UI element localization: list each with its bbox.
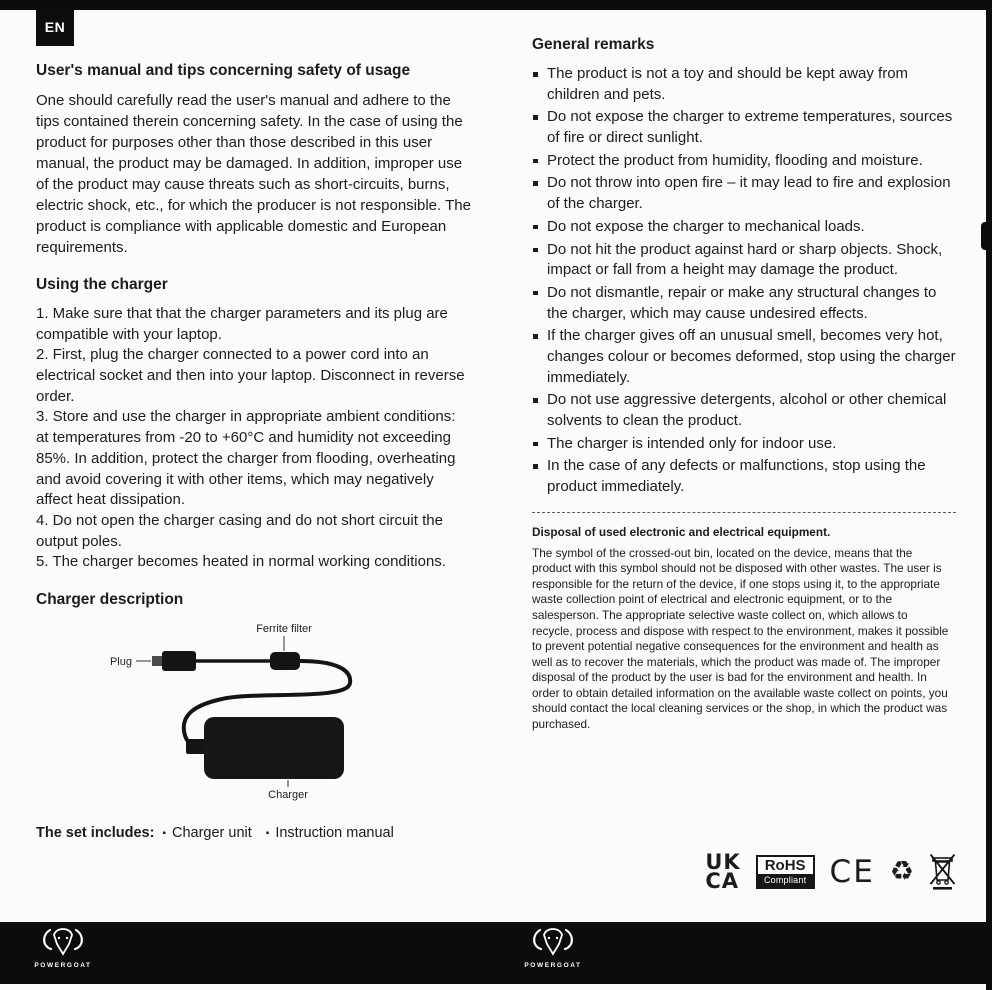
safety-section-body: One should carefully read the user's manual and adhere to the tips contained therein concerning safety. In the case of using the product for purposes other than those described in this user manual, the product may be damaged. In addition, improper use of the product may cause threats such as short-circuits, burns, electric shock, etc., for which the producer is not responsible. The product is compliance with applicable domestic and European requirements.: [36, 92, 471, 256]
general-remarks-title: General remarks: [532, 36, 655, 53]
charger-description-title: Charger description: [36, 590, 184, 608]
brand-logo: [32, 927, 94, 969]
recycle-icon: ♻: [889, 855, 914, 886]
using-step: 4. Do not open the charger casing and do not short circuit the output poles.: [36, 511, 443, 550]
charger-diagram: [36, 619, 456, 801]
ukca-mark-top: UK: [705, 849, 741, 874]
right-column: [532, 36, 956, 733]
brand-name: POWERGOAT: [524, 962, 582, 969]
goat-icon: [40, 927, 86, 961]
using-step: 3. Store and use the charger in appropriate ambient conditions: at temperatures from -20 to +60°C and humidity not exceeding 85%. In addition, protect the charger from flooding, overheating and avoid covering it with other items, which may negatively affect heat dissipation.: [36, 408, 456, 509]
remark-item: In the case of any defects or malfunctions, stop using the product immediately.: [532, 456, 956, 497]
general-remarks-list: [532, 64, 956, 498]
set-includes-item: ▪ Instruction manual: [266, 825, 394, 841]
remark-item: Do not use aggressive detergents, alcohol or other chemical solvents to clean the product.: [532, 390, 956, 431]
right-edge-bar: [986, 0, 992, 990]
charger-body: [204, 717, 344, 779]
ce-mark: CE: [829, 853, 875, 890]
using-step: 2. First, plug the charger connected to a power cord into an electrical socket and then into your laptop. Disconnect in reverse order.: [36, 346, 465, 405]
plug-label: Plug: [109, 655, 132, 668]
language-badge: [36, 8, 74, 46]
rohs-mark-title: RoHS: [764, 856, 806, 874]
charger-label: Charger: [268, 788, 308, 801]
right-edge-mark: [981, 222, 992, 250]
remark-item: Protect the product from humidity, flooding and moisture.: [532, 151, 956, 172]
ukca-mark-bottom: CA: [705, 869, 740, 893]
footer-band: [0, 922, 992, 984]
rohs-mark: [756, 855, 815, 889]
ferrite-filter-label: Ferrite filter: [256, 622, 312, 635]
remark-item: Do not expose the charger to mechanical loads.: [532, 217, 956, 238]
using-step: 5. The charger becomes heated in normal working conditions.: [36, 553, 446, 571]
remark-item: Do not hit the product against hard or sharp objects. Shock, impact or fall from a height may damage the product.: [532, 240, 956, 281]
charger-connector: [186, 739, 205, 754]
remark-item: If the charger gives off an unusual smell, becomes very hot, changes colour or becomes deformed, stop using the charger immediately.: [532, 326, 956, 388]
compliance-marks-row: [688, 846, 956, 898]
dashed-divider: [532, 512, 956, 513]
ferrite-bead: [270, 652, 300, 670]
plug-tip: [152, 656, 162, 666]
ukca-mark: [705, 849, 741, 893]
left-column: [36, 62, 472, 841]
plug-body: [162, 651, 196, 671]
remark-item: Do not dismantle, repair or make any structural changes to the charger, which may cause undesired effects.: [532, 283, 956, 324]
remark-item: Do not throw into open fire – it may lead to fire and explosion of the charger.: [532, 173, 956, 214]
using-section-title: Using the charger: [36, 276, 168, 293]
remark-item: The product is not a toy and should be kept away from children and pets.: [532, 64, 956, 105]
rohs-mark-subtitle: Compliant: [758, 874, 813, 887]
weee-crossed-bin-icon: [929, 853, 956, 891]
set-includes-item: ▪ Charger unit: [162, 825, 251, 841]
disposal-title: Disposal of used electronic and electrical equipment.: [532, 524, 831, 539]
goat-icon: [530, 927, 576, 961]
remark-item: The charger is intended only for indoor use.: [532, 434, 956, 455]
using-step: 1. Make sure that that the charger parameters and its plug are compatible with your laptop.: [36, 305, 448, 343]
brand-logo: [522, 927, 584, 969]
disposal-body: The symbol of the crossed-out bin, located on the device, means that the product with this symbol should not be disposed with other wastes. The user is responsible for the return of the device, if one stops using it, to the appropriate waste collection point of electrical and electronic equipment, or to the salesperson. The appropriate selective waste collect on, which allows to recycle, process and dispose with respect to the environment, makes it possible to prevent potential negative consequences for the environment and health as well as to recover the materials, which the product was made of. The improper disposal of the product by the user is bad for the environment and health. In order to obtain detailed information on the available waste collect on points, you should contact the local cleaning services or the shop, in which the product was purchased.: [532, 545, 949, 731]
set-includes-label: The set includes:: [36, 824, 155, 841]
language-badge-label: EN: [44, 19, 66, 35]
set-includes-row: [36, 825, 472, 841]
remark-item: Do not expose the charger to extreme temperatures, sources of fire or direct sunlight.: [532, 107, 956, 148]
top-black-bar: [0, 0, 992, 10]
brand-name: POWERGOAT: [34, 962, 92, 969]
safety-section-title: User's manual and tips concerning safety of usage: [36, 62, 411, 79]
